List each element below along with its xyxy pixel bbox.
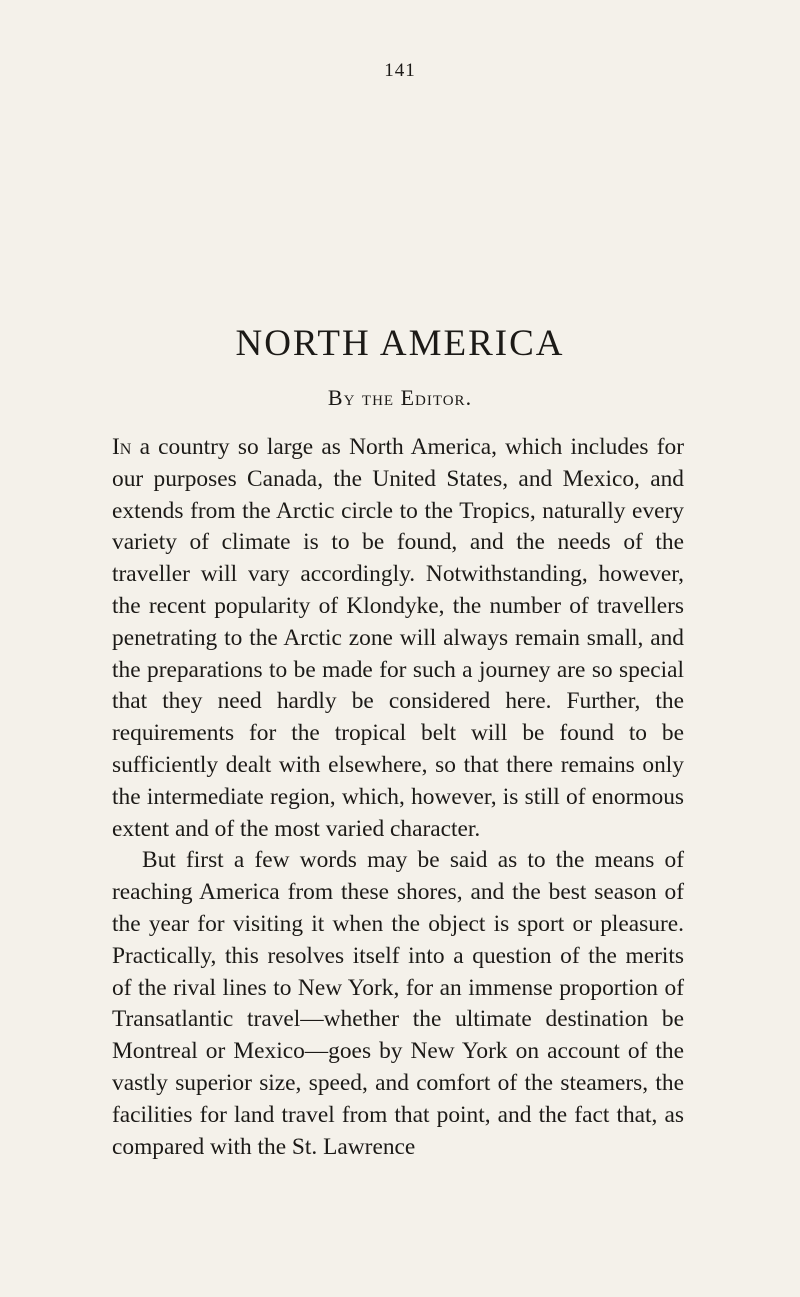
page-number: 141: [384, 60, 416, 81]
chapter-title: NORTH AMERICA: [235, 323, 565, 364]
byline: By the Editor.: [327, 385, 473, 410]
body-text: [112, 432, 684, 1163]
paragraph-2-text: But first a few words may be said as to the means of reaching America from these shores, and the best season of the year for visiting it when the object is sport or pleasure. Practically, this resolves itself into a question of the merits of the rival lines to New York, for an immense proportion of Transatlantic travel—whether the ultimate destination be Montreal or Mexico—goes by New York on account of the vastly superior size, speed, and comfort of the steamers, the facilities for land travel from that point, and the fact that, as compared with the St. Lawrence: [112, 847, 684, 1160]
paragraph-1: [112, 432, 684, 845]
paragraph-lead-word: In: [112, 434, 132, 460]
paragraph-2: [112, 845, 684, 1163]
paragraph-1-text: a country so large as North America, which includes for our purposes Canada, the United States, and Mexico, and extends from the Arctic circle to the Tropics, naturally every variety of climate is to be found, and the needs of the traveller will vary accordingly. Notwithstanding, however, the recent popularity of Klondyke, the number of travellers penetrating to the Arctic zone will always remain small, and the preparations to be made for such a journey are so special that they need hardly be considered here. Further, the requirements for the tropical belt will be found to be sufficiently dealt with elsewhere, so that there remains only the intermediate region, which, however, is still of enormous extent and of the most varied character.: [112, 434, 684, 842]
